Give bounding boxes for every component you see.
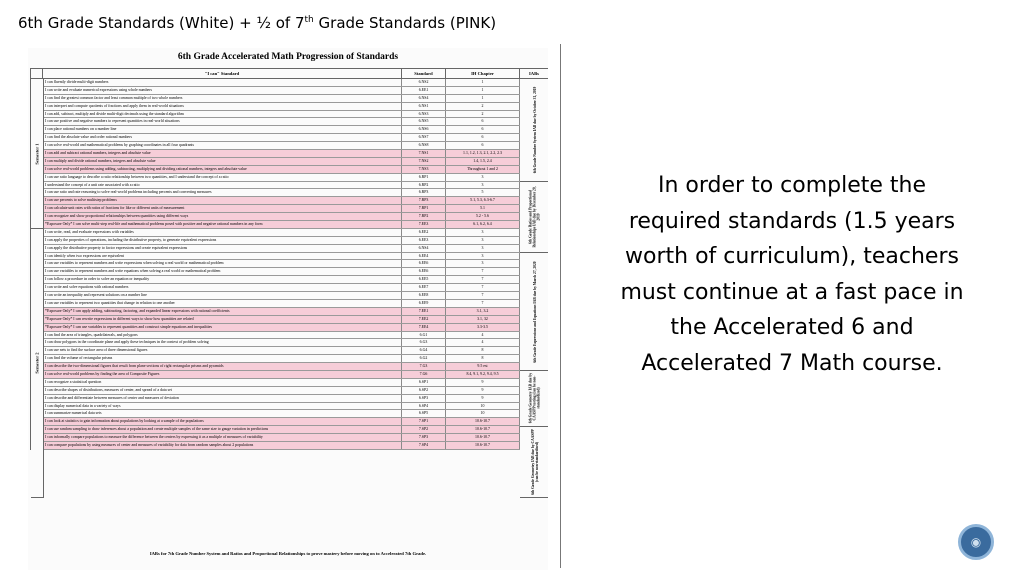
chapter-cell: 3	[446, 253, 520, 260]
table-row	[43, 126, 520, 134]
standard-cell: 6.NS7	[402, 134, 446, 141]
table-row	[43, 292, 520, 300]
header-statement: "I can" Standard	[43, 69, 402, 79]
standard-cell: 7.EE2	[402, 316, 446, 323]
statement-cell: I can write an inequality and represent solutions on a number line	[43, 292, 402, 299]
standard-cell: 6.NS3	[402, 111, 446, 118]
statement-cell: I can display numerical data in a variety of ways	[43, 403, 402, 410]
standard-cell: 6.SP3	[402, 395, 446, 402]
header-iabs: IABs	[520, 69, 548, 79]
standard-cell: 7.EE1	[402, 308, 446, 315]
table-row	[43, 158, 520, 166]
table-row	[43, 316, 520, 324]
standard-cell: 7.NS2	[402, 158, 446, 165]
chapter-cell: 3	[446, 182, 520, 189]
iab-column	[520, 79, 548, 495]
standard-cell: 6.EE3	[402, 237, 446, 244]
statement-cell: I can use variables to represent numbers and write expressions when solving a real world or mathematical problem	[43, 260, 402, 267]
chapter-cell: 1	[446, 79, 520, 86]
chapter-cell: 10	[446, 410, 520, 417]
chapter-cell: 1	[446, 95, 520, 102]
standard-cell: 6.NS6	[402, 126, 446, 133]
table-row	[43, 87, 520, 95]
standard-cell: 6.RP2	[402, 182, 446, 189]
statement-cell: I can interpret and compute quotients of fractions and apply them in real-world situations	[43, 103, 402, 110]
table-row	[43, 371, 520, 379]
chapter-cell: 5	[446, 189, 520, 196]
standard-cell: 7.SP1	[402, 418, 446, 425]
standard-cell: 6.NS1	[402, 103, 446, 110]
standard-cell: 7.RP1	[402, 205, 446, 212]
chapter-cell: Throughout 1 and 2	[446, 166, 520, 173]
statement-cell: I can apply the properties of operations, including the distributive property, to generate equivalent expressions	[43, 237, 402, 244]
standard-cell: 6.SP4	[402, 403, 446, 410]
standard-cell: 6.EE7	[402, 284, 446, 291]
statement-cell: I can recognize a statistical question	[43, 379, 402, 386]
statement-cell: I can solve real-world and mathematical problems by graphing coordinates in all four quadrants	[43, 142, 402, 149]
logo-mark: ◉	[970, 535, 982, 549]
chapter-cell: 3.3-3.5	[446, 324, 520, 331]
district-logo-icon	[958, 524, 994, 560]
statement-cell: I can write and evaluate numerical expressions using whole numbers	[43, 87, 402, 94]
table-row	[43, 205, 520, 213]
statement-cell: I can apply the distributive property to factor expressions and create equivalent expressions	[43, 245, 402, 252]
standard-cell: 6.SP2	[402, 387, 446, 394]
document-footer: IABs for 7th Grade Number System and Ratios and Proportional Relationships to prove mastery before moving on to Accelerated 7th Grade.	[149, 551, 427, 556]
table-row	[43, 182, 520, 190]
standard-cell: 6.RP3	[402, 189, 446, 196]
table-row	[43, 300, 520, 308]
statement-cell: I can informally compare populations to measure the difference between the centers by expressing it as a multiple of measures of variability	[43, 434, 402, 441]
statement-cell: I can solve real-world problems by finding the area of Composite Figures	[43, 371, 402, 378]
chapter-cell: 10.6-10.7	[446, 418, 520, 425]
table-row	[43, 395, 520, 403]
table-row	[43, 324, 520, 332]
statement-cell: *Exposure Only* I can solve multi-step real-life and mathematical problems posed with positive and negative rational numbers in any form	[43, 221, 402, 228]
standard-cell: 7.SP2	[402, 426, 446, 433]
chapter-cell: 10.6-10.7	[446, 434, 520, 441]
table-row	[43, 339, 520, 347]
chapter-cell: 4	[446, 332, 520, 339]
chapter-cell: 5.2 - 5.6	[446, 213, 520, 220]
standard-cell: 6.G4	[402, 347, 446, 354]
statement-cell: I can write, read, and evaluate expressions with variables	[43, 229, 402, 236]
table-row	[43, 347, 520, 355]
standard-cell: 6.NS4	[402, 95, 446, 102]
statement-cell: I can use ratio and rate reasoning to solve real-world problems including percents and converting measures	[43, 189, 402, 196]
standard-cell: 7.EE4	[402, 324, 446, 331]
chapter-cell: 7	[446, 284, 520, 291]
header-semester	[31, 69, 43, 79]
statement-cell: I understand the concept of a unit rate associated with a ratio	[43, 182, 402, 189]
statement-cell: I can identify when two expressions are equivalent	[43, 253, 402, 260]
chapter-cell: 6.1, 6.2, 6.4	[446, 221, 520, 228]
table-row	[43, 268, 520, 276]
iab-group-label: 6th Grade Expressions and Equations IAB due by March 27, 2020	[520, 253, 548, 372]
standard-cell: 6.EE9	[402, 300, 446, 307]
chapter-cell: 2	[446, 103, 520, 110]
statement-cell: I can use percents to solve multistep problems	[43, 197, 402, 204]
table-row	[43, 442, 520, 450]
table-row	[43, 95, 520, 103]
statement-cell: I can describe and differentiate between measures of center and measures of deviation	[43, 395, 402, 402]
statement-cell: I can use ratio language to describe a ratio relationship between two quantities, and I understand the concept of a ratio	[43, 174, 402, 181]
chapter-cell: 10.6-10.7	[446, 442, 520, 449]
standard-cell: 6.EE8	[402, 292, 446, 299]
table-row	[43, 111, 520, 119]
standard-cell: 7.G6	[402, 371, 446, 378]
statement-cell: I can use nets to find the surface area of three dimensional figures	[43, 347, 402, 354]
statement-cell: I can find the greatest common factor and least common multiple of two whole numbers	[43, 95, 402, 102]
statement-cell: I can find the volume of rectangular prisms	[43, 355, 402, 362]
statement-cell: I can compare populations by using measures of center and measures of variability for data from random samples about 2 populations	[43, 442, 402, 449]
standard-cell: 7.NS1	[402, 150, 446, 157]
table-row	[43, 434, 520, 442]
standard-cell: 7.RP2	[402, 213, 446, 220]
standard-cell: 7.G3	[402, 363, 446, 370]
chapter-cell: 2	[446, 111, 520, 118]
statement-cell: I can look at statistics to gain information about populations by looking at a sample of the populations	[43, 418, 402, 425]
header-standard: Standard	[402, 69, 446, 79]
table-row	[43, 150, 520, 158]
table-row	[43, 197, 520, 205]
statement-cell: *Exposure Only* I can use variables to represent quantities and construct simple equations and inequalities	[43, 324, 402, 331]
table-row	[43, 387, 520, 395]
table-row	[43, 284, 520, 292]
table-row	[43, 134, 520, 142]
standard-cell: 6.EE1	[402, 87, 446, 94]
chapter-cell: 3	[446, 237, 520, 244]
standard-cell: 6.EE2	[402, 229, 446, 236]
statement-cell: I can add, subtract, multiply and divide multi-digit decimals using the standard algorithm	[43, 111, 402, 118]
chapter-cell: 9	[446, 395, 520, 402]
standard-cell: 6.EE6	[402, 268, 446, 275]
chapter-cell: 8.4, 9.1, 9.2, 9.4, 9.5	[446, 371, 520, 378]
standard-cell: 6.G3	[402, 339, 446, 346]
chapter-cell: 3	[446, 174, 520, 181]
table-row	[43, 418, 520, 426]
statement-cell: I can calculate unit rates with ratios of fractions for like or different units of measurement	[43, 205, 402, 212]
chapter-cell: 10	[446, 403, 520, 410]
chapter-cell: 7	[446, 276, 520, 283]
chapter-cell: 7	[446, 292, 520, 299]
statement-cell: I can draw polygons in the coordinate plane and apply these techniques in the context of problem solving	[43, 339, 402, 346]
chapter-cell: 6	[446, 126, 520, 133]
standard-cell: 7.NS3	[402, 166, 446, 173]
statement-cell: I can write and solve equations with rational numbers	[43, 284, 402, 291]
statement-cell: I can add and subtract rational numbers, integers and absolute value	[43, 150, 402, 157]
standard-cell: 6.NS8	[402, 142, 446, 149]
table-row	[43, 379, 520, 387]
standards-document	[28, 48, 548, 570]
table-row	[43, 189, 520, 197]
chapter-cell: 9	[446, 387, 520, 394]
table-row	[43, 260, 520, 268]
table-row	[43, 142, 520, 150]
table-row	[43, 103, 520, 111]
chapter-cell: 9	[446, 379, 520, 386]
table-row	[43, 332, 520, 340]
table-row	[43, 410, 520, 418]
table-row	[43, 221, 520, 229]
document-title: 6th Grade Accelerated Math Progression of Standards	[177, 52, 399, 62]
statement-cell: *Exposure Only* I can rewrite expressions in different ways to show how quantities are related	[43, 316, 402, 323]
table-row	[43, 79, 520, 87]
chapter-cell: 5.1	[446, 205, 520, 212]
standard-cell: 6.EE6	[402, 260, 446, 267]
main-description: In order to complete the required standards (1.5 years worth of curriculum), teachers must continue at a fast pace in the Accelerated 6 and Accelerated 7 Math course.	[620, 173, 964, 376]
table-row	[43, 213, 520, 221]
standard-cell: 7.SP4	[402, 442, 446, 449]
chapter-cell: 9.5 est	[446, 363, 520, 370]
table-row	[43, 118, 520, 126]
standard-cell: 6.SP1	[402, 379, 446, 386]
chapter-cell: 10.6-10.7	[446, 426, 520, 433]
standard-cell: 6.SP5	[402, 410, 446, 417]
statement-cell: I can use positive and negative numbers to represent quantities in real-world situations	[43, 118, 402, 125]
standard-cell: 7.EE3	[402, 221, 446, 228]
chapter-cell: 6	[446, 134, 520, 141]
slide-title: 6th Grade Standards (White) + ½ of 7th Grade Standards (PINK)	[18, 14, 497, 32]
table-row	[43, 355, 520, 363]
table-body	[43, 79, 520, 450]
statement-cell: I can find the absolute value and order rational numbers	[43, 134, 402, 141]
iab-group-label: 6th Grade Geometry IAB due by CAASPP (can be non-standardized)	[520, 427, 548, 498]
statement-cell: I can find the area of triangles, quadrilaterals, and polygons	[43, 332, 402, 339]
standard-cell: 6.NS2	[402, 79, 446, 86]
statement-cell: I can recognize and show proportional relationships between quantities using different ways	[43, 213, 402, 220]
statement-cell: I can summarize numerical data sets	[43, 410, 402, 417]
table-row	[43, 363, 520, 371]
chapter-cell: 1	[446, 87, 520, 94]
statement-cell: I can use variables to represent two quantities that change in relation to one another	[43, 300, 402, 307]
semester-label: Semester 2	[31, 229, 44, 498]
statement-cell: I can multiply and divide rational numbers, integers and absolute value	[43, 158, 402, 165]
chapter-cell: 3.1, 3.2	[446, 308, 520, 315]
table-row	[43, 426, 520, 434]
statement-cell: I can solve real-world problems using adding, subtracting, multiplying and dividing rational numbers, integers and absolute value	[43, 166, 402, 173]
standard-cell: 6.NS4	[402, 245, 446, 252]
table-row	[43, 174, 520, 182]
chapter-cell: 6	[446, 118, 520, 125]
chapter-cell: 3	[446, 229, 520, 236]
chapter-cell: 4	[446, 339, 520, 346]
table-row	[43, 237, 520, 245]
table-row	[43, 229, 520, 237]
standard-cell: 7.RP3	[402, 197, 446, 204]
standard-cell: 6.G2	[402, 355, 446, 362]
semester-column	[31, 79, 43, 450]
table-row	[43, 308, 520, 316]
standard-cell: 6.RP1	[402, 174, 446, 181]
chapter-cell: 7	[446, 268, 520, 275]
table-row	[43, 253, 520, 261]
standard-cell: 6.G1	[402, 332, 446, 339]
divider-line	[560, 44, 561, 568]
iab-group-label: 6th Grade Ratios and Proportional Relationships IAB due by December 20, 2019	[520, 182, 548, 253]
standards-table	[30, 68, 548, 495]
table-row	[43, 245, 520, 253]
standard-cell: 6.NS5	[402, 118, 446, 125]
statement-cell: I can use variables to represent numbers and write equations when solving a real world or mathematical problem	[43, 268, 402, 275]
header-chapter: IH Chapter	[446, 69, 520, 79]
standard-cell: 7.SP3	[402, 434, 446, 441]
chapter-cell: 3	[446, 245, 520, 252]
chapter-cell: 8	[446, 355, 520, 362]
chapter-cell: 1.1, 1.2, 1.3, 2.1, 2.2, 2.3	[446, 150, 520, 157]
statement-cell: I can place rational numbers on a number line	[43, 126, 402, 133]
chapter-cell: 5.1, 5.3, 6.3-6.7	[446, 197, 520, 204]
chapter-cell: 8	[446, 347, 520, 354]
standard-cell: 6.EE4	[402, 253, 446, 260]
statement-cell: I can use random sampling to draw inferences about a population and create multiple samples of the same size to gauge variation in predictions	[43, 426, 402, 433]
table-row	[43, 166, 520, 174]
chapter-cell: 1.4, 1.5, 2.4	[446, 158, 520, 165]
statement-cell: I can describe the two-dimensional figures that result from plane sections of right rectangular prisms and pyramids	[43, 363, 402, 370]
statement-cell: I can fluently divide multi-digit numbers	[43, 79, 402, 86]
table-row	[43, 276, 520, 284]
chapter-cell: 3	[446, 260, 520, 267]
statement-cell: I can describe shapes of distributions, measures of center, and spread of a data set	[43, 387, 402, 394]
standard-cell: 6.EE5	[402, 276, 446, 283]
chapter-cell: 7	[446, 300, 520, 307]
iab-group-label: 6th Grade Number System IAB due by October 31, 2019	[520, 79, 548, 182]
iab-group-label: 6th Grade Geometry IAB due by CAASPP testing (can be non-standardized)	[520, 371, 548, 426]
chapter-cell: 6	[446, 142, 520, 149]
statement-cell: I can follow a procedure in order to solve an equation or inequality	[43, 276, 402, 283]
chapter-cell: 3.1, 32	[446, 316, 520, 323]
statement-cell: *Exposure Only* I can apply adding, subtracting, factoring, and expanded linear expressions with rational coefficients	[43, 308, 402, 315]
semester-label: Semester 1	[31, 79, 44, 229]
table-row	[43, 403, 520, 411]
